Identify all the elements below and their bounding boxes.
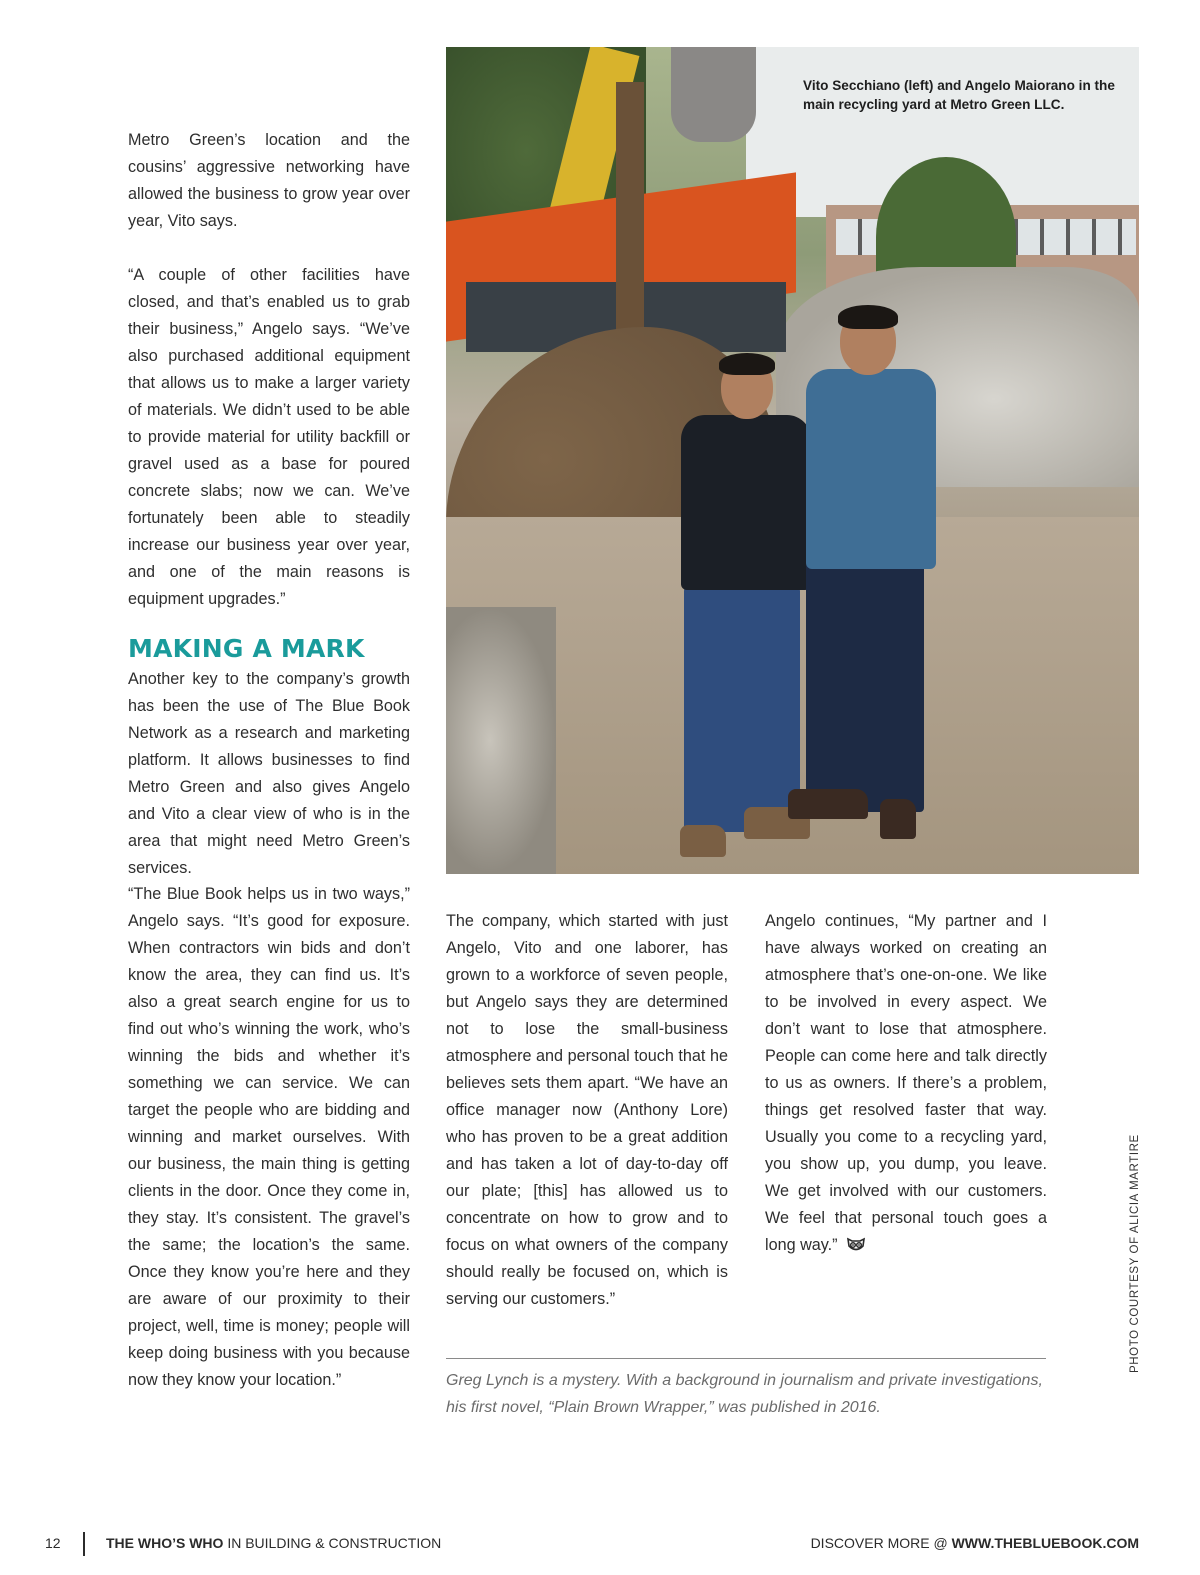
- photo-caption: Vito Secchiano (left) and Angelo Maiorano in the main recycling yard at Metro Green LLC.: [803, 78, 1115, 112]
- person-hair: [838, 305, 898, 329]
- article-column-left-bottom: [128, 881, 410, 1394]
- person-legs: [684, 587, 800, 832]
- article-paragraph-with-end-mark: [765, 908, 1047, 1262]
- footer-divider: [83, 1532, 85, 1556]
- person-shoe: [680, 825, 726, 857]
- article-column-left-top: [128, 127, 410, 613]
- person-torso: [806, 369, 936, 569]
- article-column-left-mid: [128, 666, 410, 882]
- discover-more: [811, 1535, 1139, 1551]
- article-paragraph: Metro Green’s location and the cousins’ aggressive networking have allowed the business to grow year over year, Vito says.: [128, 131, 410, 230]
- photo-excavator-bucket: [671, 47, 756, 142]
- person-hair: [719, 353, 775, 375]
- article-photo: [446, 47, 1139, 874]
- bio-divider: [446, 1358, 1046, 1359]
- person-shoe: [788, 789, 868, 819]
- photo-credit: PHOTO COURTESY OF ALICIA MARTIRE: [1129, 1134, 1141, 1373]
- discover-more-label: DISCOVER MORE @: [810, 1535, 952, 1551]
- photo-rocks: [446, 607, 556, 874]
- article-paragraph: Another key to the company’s growth has been the use of The Blue Book Network as a research and marketing platform. It allows businesses to find Metro Green and also gives Angelo and Vito a clear view of who is in the area that might need Metro Green’s services.: [128, 670, 410, 877]
- website-link[interactable]: WWW.THEBLUEBOOK.COM: [951, 1535, 1139, 1551]
- author-bio: Greg Lynch is a mystery. With a background in journalism and private investigations, his first novel, “Plain Brown Wrapper,” was published in 2016.: [446, 1372, 1043, 1416]
- person-torso: [681, 415, 811, 590]
- article-column-right: [765, 908, 1047, 1262]
- page-footer: [0, 1530, 1200, 1560]
- page-number: 12: [45, 1535, 61, 1551]
- article-paragraph: “The Blue Book helps us in two ways,” Angelo says. “It’s good for exposure. When contractors win bids and don’t know the area, they can find us. It’s also a great search engine for us to find out who’s winning the work, who’s winning the bids and whether it’s something we can service. We can target the people who are bidding and winning and market ourselves. With our business, the main thing is getting clients in the door. Once they come in, they stay. It’s consistent. The gravel’s the same; the location’s the same. Once they know you’re here and they are aware of our proximity to their project, well, time is money; people will keep doing business with you because now they know your location.”: [128, 885, 410, 1389]
- owl-icon: [846, 1235, 866, 1262]
- article-paragraph-text: Angelo continues, “My partner and I have always worked on creating an atmosphere that’s one-on-one. We like to be involved in every aspect. We don’t want to lose that atmosphere. People can come here and talk directly to us as owners. If there’s a problem, things get resolved faster that way. Usually you come to a recycling yard, you show up, you dump, you leave. We get involved with our customers. We feel that personal touch goes a long way.”: [765, 912, 1047, 1254]
- article-paragraph: “A couple of other facilities have closed, and that’s enabled us to grab their business,” Angelo says. “We’ve also purchased additional equipment that allows us to make a larger variety of materials. We didn’t used to be able to provide material for utility backfill or gravel used as a base for poured concrete slabs; now we can. We’ve fortunately been able to steadily increase our business year over year, and one of the main reasons is equipment upgrades.”: [128, 266, 410, 608]
- person-shoe: [880, 799, 916, 839]
- publication-name: [106, 1535, 441, 1551]
- publication-name-bold: THE WHO’S WHO: [106, 1535, 224, 1551]
- person-legs: [806, 562, 924, 812]
- publication-name-rest: IN BUILDING & CONSTRUCTION: [223, 1535, 442, 1551]
- article-paragraph: The company, which started with just Angelo, Vito and one laborer, has grown to a workforce of seven people, but Angelo says they are determined not to lose the small-business atmosphere and personal touch that he believes sets them apart. “We have an office manager now (Anthony Lore) who has proven to be a great addition and has taken a lot of day-to-day off our plate; [this] has allowed us to concentrate on how to grow and to focus on what owners of the company should really be focused on, which is serving our customers.”: [446, 912, 728, 1308]
- section-heading: MAKING A MARK: [128, 634, 365, 663]
- article-column-middle: [446, 908, 728, 1313]
